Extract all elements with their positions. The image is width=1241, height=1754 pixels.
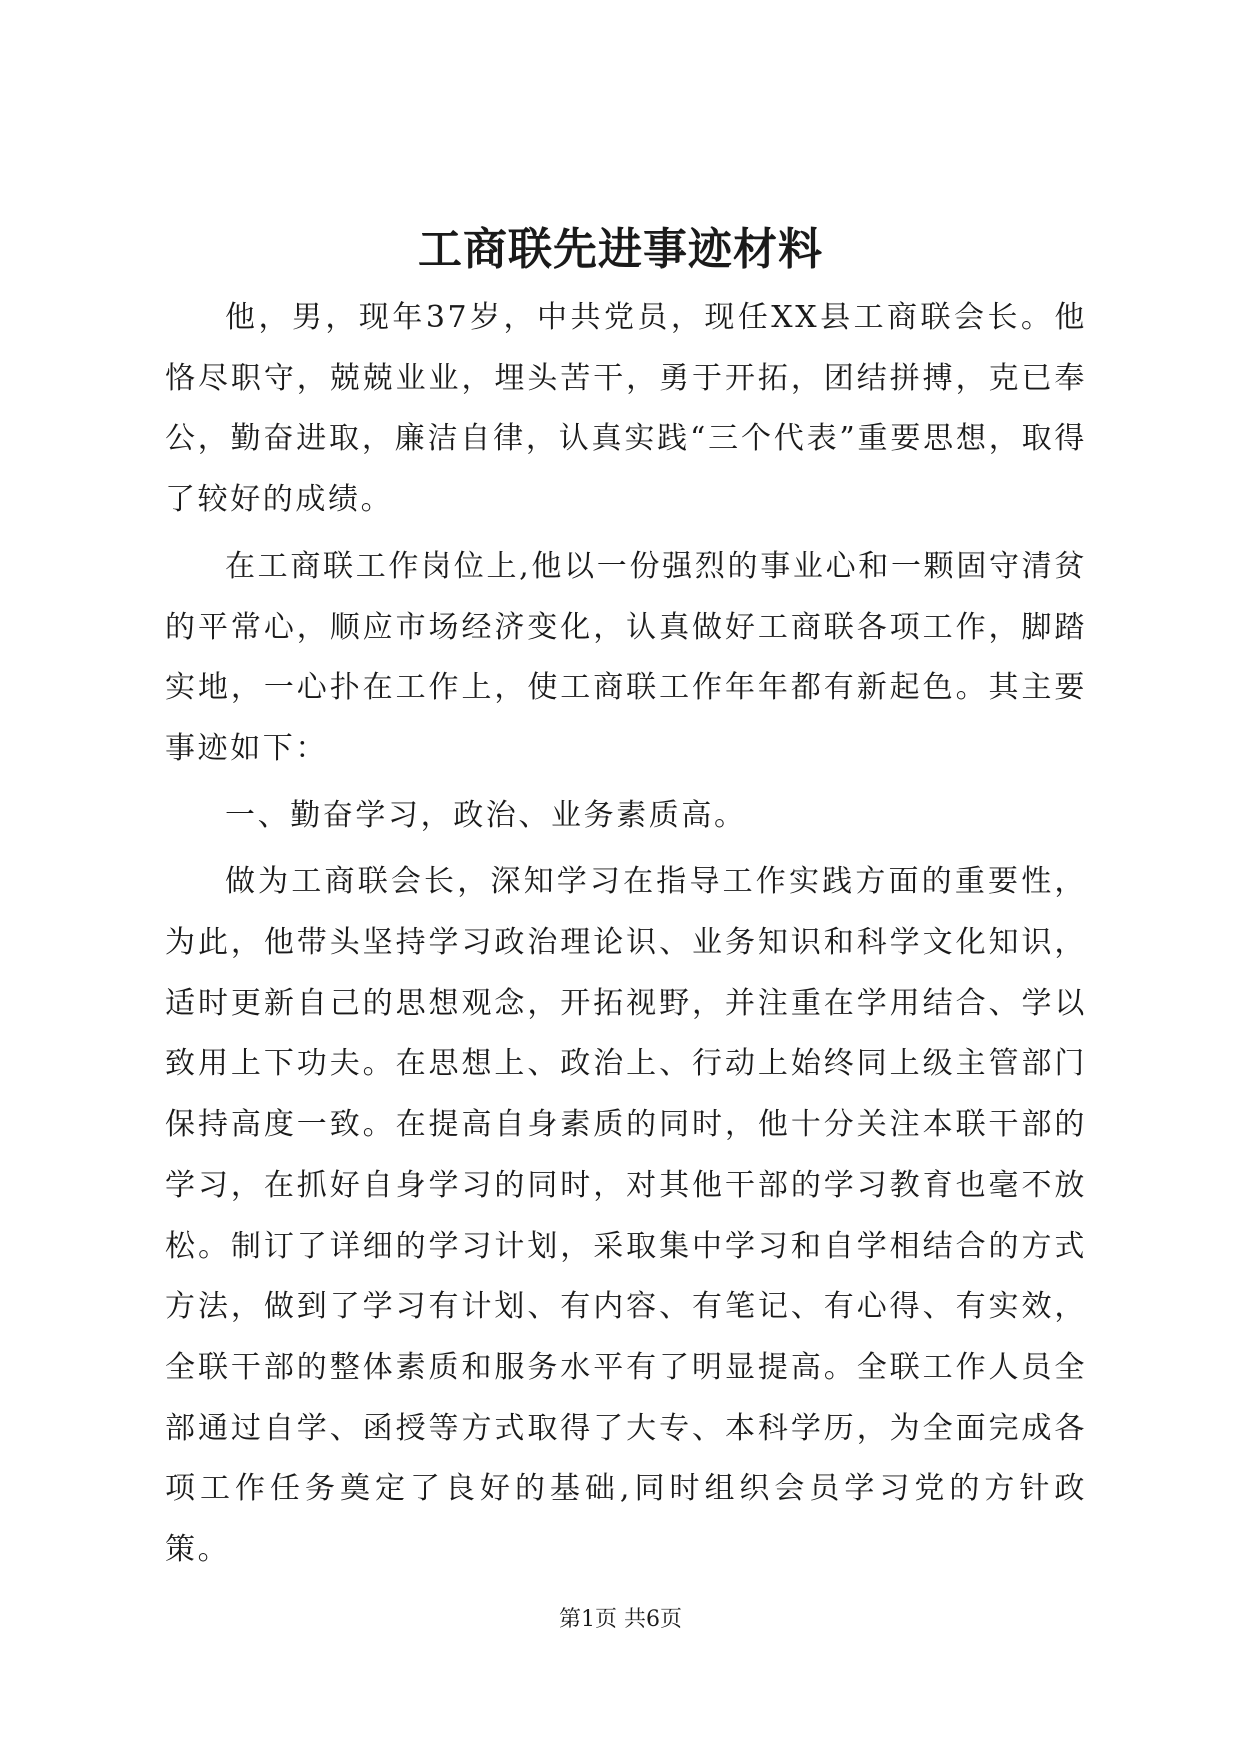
section-heading-study: 一、勤奋学习，政治、业务素质高。 [225,797,747,833]
paragraph-work-overview: 在工商联工作岗位上,他以一份强烈的事业心和一颗固守清贫的平常心，顺应市场经济变化，认真做好工商联各项工作，脚踏实地，一心扑在工作上，使工商联工作年年都有新起色。其主要事迹如下： [165,548,1087,766]
document-body [165,288,1087,1587]
page-number-footer: 第1页 共6页 [559,1607,682,1632]
paragraph-intro: 他，男，现年37岁，中共党员，现任XX县工商联会长。他恪尽职守，兢兢业业，埋头苦干，勇于开拓，团结拼搏，克已奉公，勤奋进取，廉洁自律，认真实践“三个代表”重要思想，取得了较好的成绩。 [165,300,1087,518]
document-title: 工商联先进事迹材料 [418,224,823,275]
paragraph-study-details: 做为工商联会长，深知学习在指导工作实践方面的重要性，为此，他带头坚持学习政治理论识、业务知识和科学文化知识，适时更新自己的思想观念，开拓视野，并注重在学用结合、学以致用上下功夫。在思想上、政治上、行动上始终同上级主管部门保持高度一致。在提高自身素质的同时，他十分关注本联干部的学习，在抓好自身学习的同时，对其他干部的学习教育也毫不放松。制订了详细的学习计划，采取集中学习和自学相结合的方式方法，做到了学习有计划、有内容、有笔记、有心得、有实效，全联干部的整体素质和服务水平有了明显提高。全联工作人员全部通过自学、函授等方式取得了大专、本科学历，为全面完成各项工作任务奠定了良好的基础,同时组织会员学习党的方针政策。 [165,864,1087,1568]
